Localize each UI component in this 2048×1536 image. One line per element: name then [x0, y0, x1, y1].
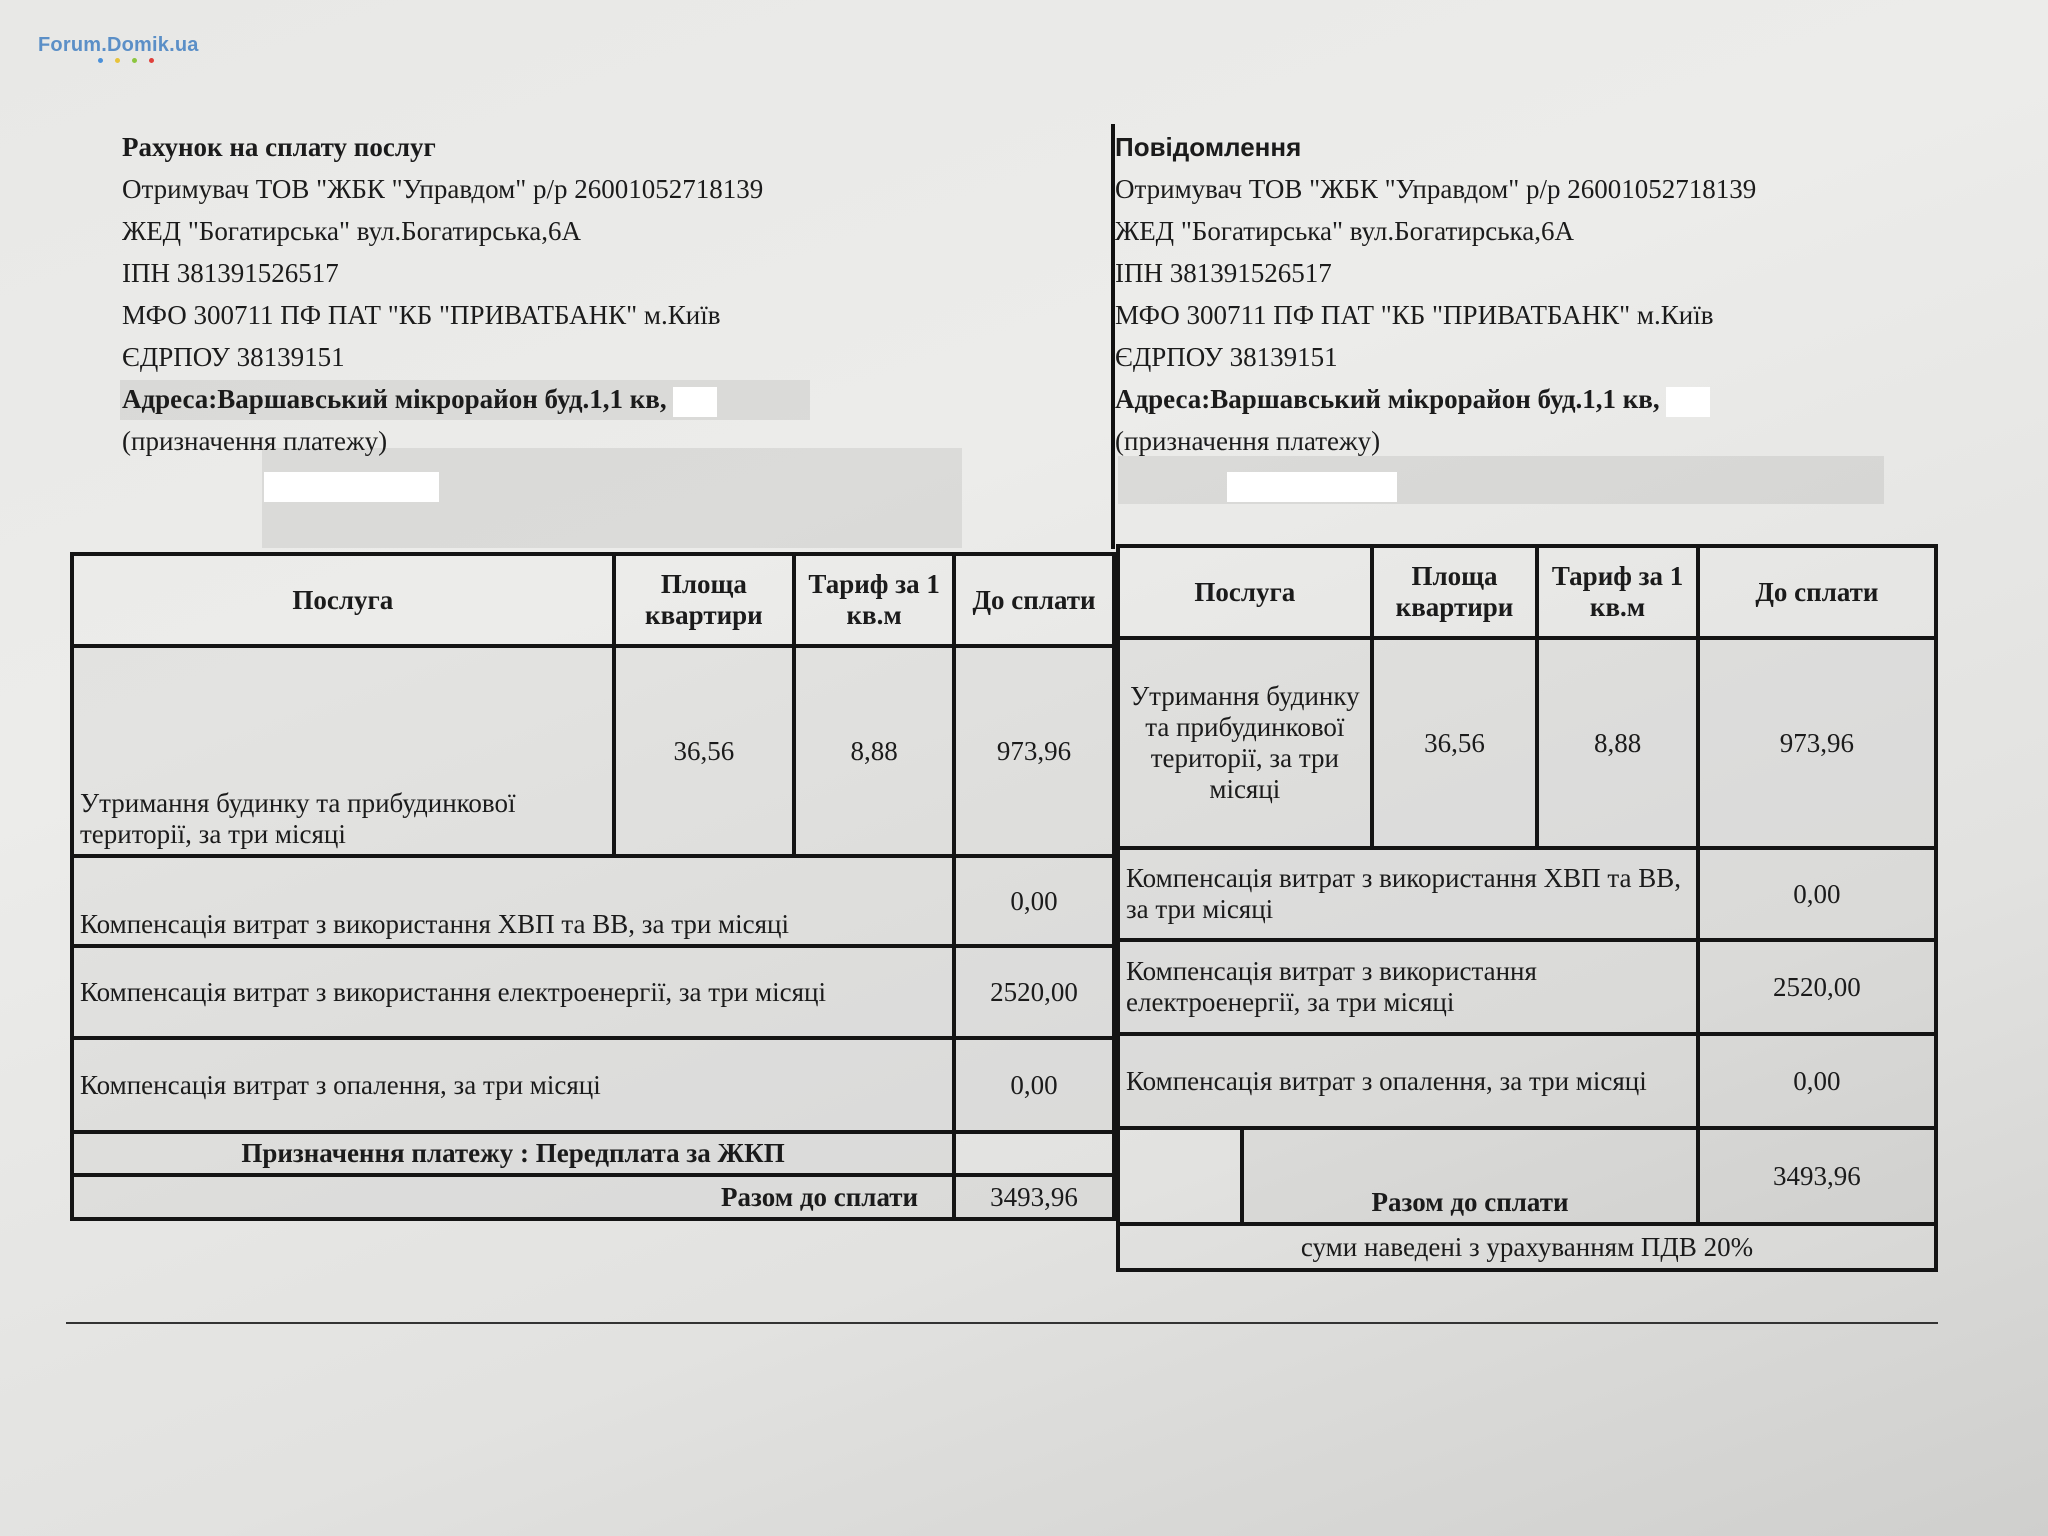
right-header-amount: До сплати	[1698, 546, 1936, 638]
right-total-amount: 3493,96	[1698, 1128, 1936, 1224]
left-maintenance-service: Утримання будинку та прибудинкової території, за три місяці	[72, 646, 614, 856]
right-address: Адреса:Варшавський мікрорайон буд.1,1 кв,	[1115, 384, 1660, 414]
left-purpose: (призначення платежу)	[122, 426, 388, 456]
left-bill-table	[70, 552, 1116, 1221]
redaction-mask	[673, 387, 717, 417]
right-edrpou: ЄДРПОУ 38139151	[1115, 342, 1338, 372]
left-heating-amount: 0,00	[954, 1038, 1114, 1132]
right-maintenance-tariff: 8,88	[1537, 638, 1697, 848]
right-total-empty	[1118, 1128, 1242, 1224]
left-heating-service: Компенсація витрат з опалення, за три місяці	[72, 1038, 954, 1132]
left-maintenance-area: 36,56	[614, 646, 795, 856]
right-total-label: Разом до сплати	[1242, 1128, 1698, 1224]
right-title: Повідомлення	[1115, 132, 1302, 162]
right-zhed: ЖЕД "Богатирська" вул.Богатирська,6А	[1115, 216, 1574, 246]
left-electricity-service: Компенсація витрат з використання електроенергії, за три місяці	[72, 946, 954, 1038]
right-recipient: Отримувач ТОВ "ЖБК "Управдом" р/р 26001052718139	[1115, 174, 1757, 204]
right-vat-note: суми наведені з урахуванням ПДВ 20%	[1118, 1224, 1936, 1270]
left-water-service: Компенсація витрат з використання ХВП та ВВ, за три місяці	[72, 856, 954, 946]
left-water-amount: 0,00	[954, 856, 1114, 946]
left-header-area: Площа квартири	[614, 554, 795, 646]
right-heating-service: Компенсація витрат з опалення, за три місяці	[1118, 1034, 1698, 1128]
right-maintenance-area: 36,56	[1372, 638, 1538, 848]
redaction-mask-right	[1227, 472, 1397, 502]
right-header	[1115, 126, 1756, 462]
right-electricity-amount: 2520,00	[1698, 940, 1936, 1034]
left-header-tariff: Тариф за 1 кв.м	[794, 554, 954, 646]
watermark-dots	[98, 58, 166, 63]
left-header-amount: До сплати	[954, 554, 1114, 646]
redaction-mask-left	[264, 472, 439, 502]
right-heating-amount: 0,00	[1698, 1034, 1936, 1128]
right-electricity-service: Компенсація витрат з використання електроенергії, за три місяці	[1118, 940, 1698, 1034]
right-mfo: МФО 300711 ПФ ПАТ "КБ "ПРИВАТБАНК" м.Київ	[1115, 300, 1714, 330]
right-purpose: (призначення платежу)	[1115, 426, 1381, 456]
right-water-service: Компенсація витрат з використання ХВП та ВВ, за три місяці	[1118, 848, 1698, 940]
left-zhed: ЖЕД "Богатирська" вул.Богатирська,6А	[122, 216, 581, 246]
right-ipn: ІПН 381391526517	[1115, 258, 1332, 288]
left-maintenance-amount: 973,96	[954, 646, 1114, 856]
left-address-line	[122, 378, 763, 420]
left-maintenance-tariff: 8,88	[794, 646, 954, 856]
right-header-area: Площа квартири	[1372, 546, 1538, 638]
right-maintenance-amount: 973,96	[1698, 638, 1936, 848]
left-title: Рахунок на сплату послуг	[122, 132, 436, 162]
left-header	[122, 126, 763, 462]
right-header-tariff: Тариф за 1 кв.м	[1537, 546, 1697, 638]
left-ipn: ІПН 381391526517	[122, 258, 339, 288]
left-purpose-empty	[954, 1132, 1114, 1175]
forum-watermark: Forum.Domik.ua	[38, 34, 199, 56]
left-edrpou: ЄДРПОУ 38139151	[122, 342, 345, 372]
left-recipient: Отримувач ТОВ "ЖБК "Управдом" р/р 26001052718139	[122, 174, 764, 204]
left-total-label: Разом до сплати	[72, 1175, 954, 1219]
right-water-amount: 0,00	[1698, 848, 1936, 940]
right-header-service: Послуга	[1118, 546, 1372, 638]
right-address-line	[1115, 378, 1756, 420]
left-address: Адреса:Варшавський мікрорайон буд.1,1 кв,	[122, 384, 667, 414]
left-purpose-row: Призначення платежу : Передплата за ЖКП	[72, 1132, 954, 1175]
right-bill-table	[1116, 544, 1938, 1272]
left-total-amount: 3493,96	[954, 1175, 1114, 1219]
cut-line	[66, 1322, 1938, 1324]
right-maintenance-service: Утримання будинку та прибудинкової території, за три місяці	[1118, 638, 1372, 848]
left-header-service: Послуга	[72, 554, 614, 646]
left-mfo: МФО 300711 ПФ ПАТ "КБ "ПРИВАТБАНК" м.Київ	[122, 300, 721, 330]
redaction-mask	[1666, 387, 1710, 417]
left-electricity-amount: 2520,00	[954, 946, 1114, 1038]
